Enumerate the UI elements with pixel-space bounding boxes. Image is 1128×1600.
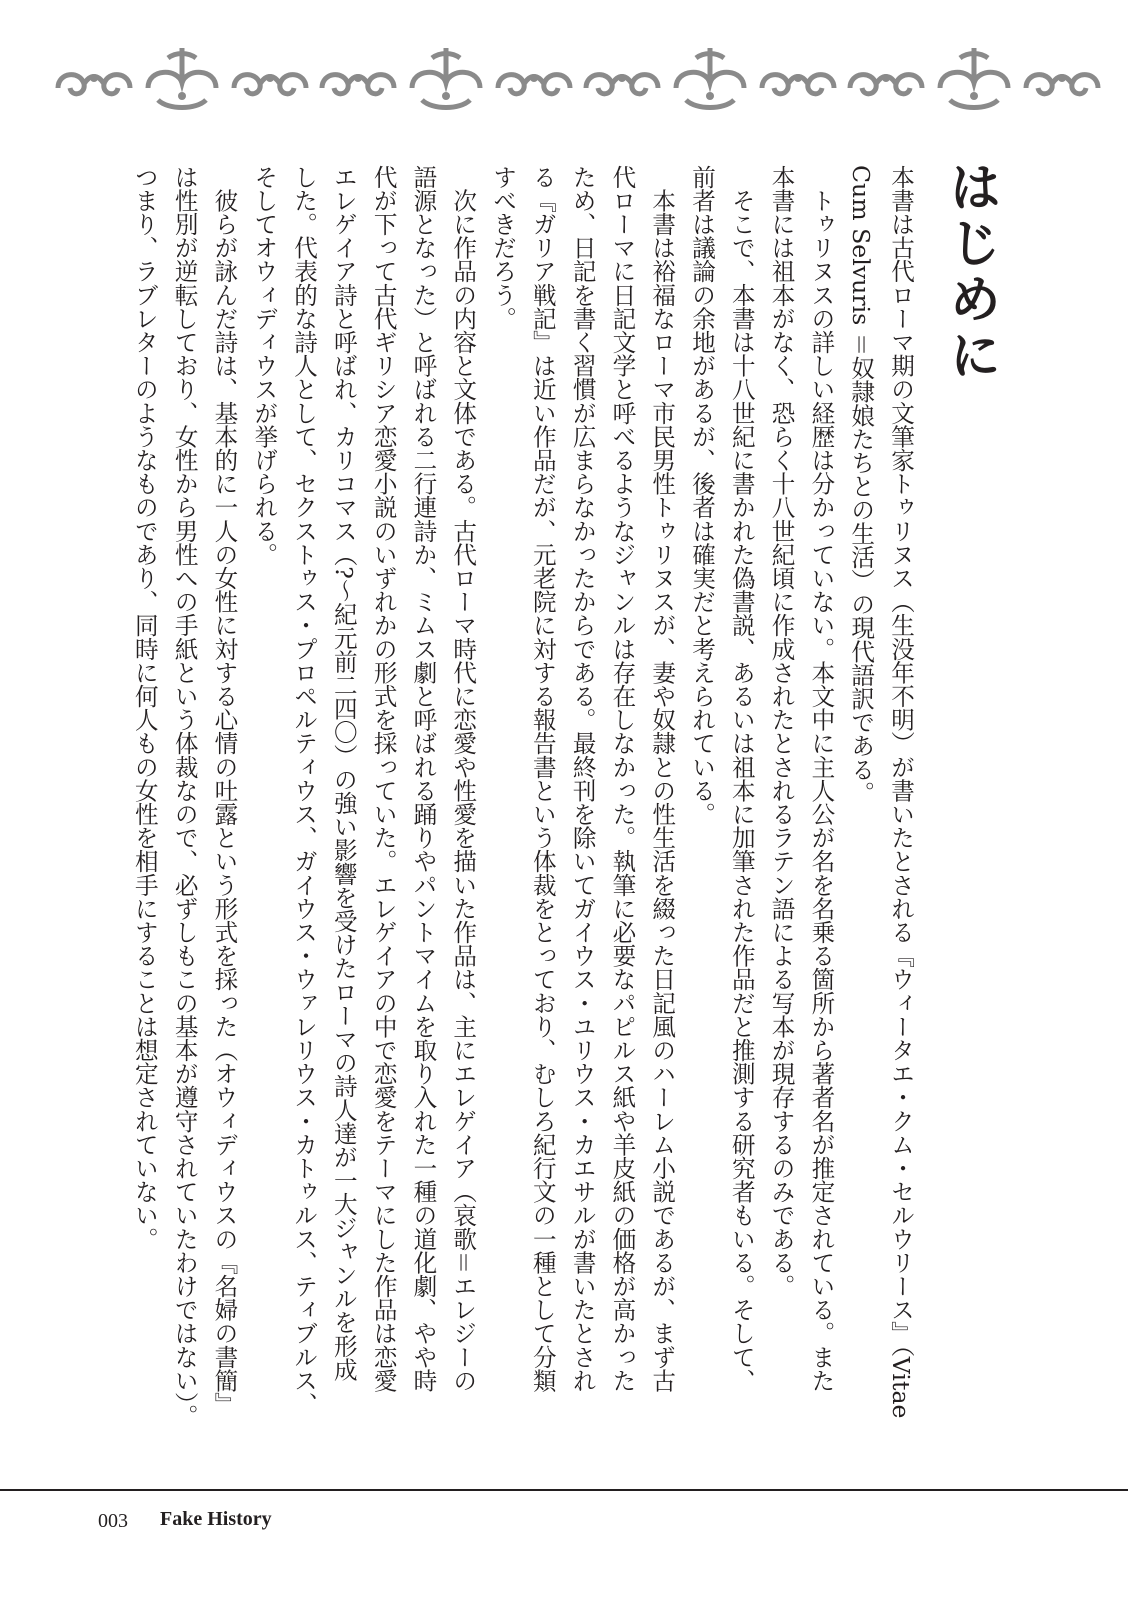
text-column: そこで、本書は十八世紀に書かれた偽書説、あるいは祖本に加筆された作品だと推測する研究者もいる。そして、 [727, 165, 756, 1393]
text-column: ため、日記を書く習慣が広まらなかったからである。最終刊を除いてガイウス・ユリウス・カエサルが書いたとされ [568, 165, 597, 1393]
text-column: 次に作品の内容と文体である。古代ローマ時代に恋愛や性愛を描いた作品は、主にエレゲイア（哀歌＝エレジーの [449, 165, 478, 1393]
text-column: そしてオウィディウスが挙げられる。 [250, 165, 279, 567]
text-column: 代ローマに日記文学と呼べるようなジャンルは存在しなかった。執筆に必要なパピルス紙や羊皮紙の価格が高かった [608, 165, 637, 1393]
text-column: トゥリヌスの詳しい経歴は分かっていない。本文中に主人公が名を名乗る箇所から著者名が推定されている。また [807, 165, 836, 1393]
text-column: 前者は議論の余地があるが、後者は確実だと考えられている。 [688, 165, 717, 826]
running-title: Fake History [160, 1508, 272, 1530]
scroll-motif [940, 48, 1008, 108]
text-column: つまり、ラブレターのようなものであり、同時に何人もの女性を相手にすることは想定されていない。 [130, 165, 159, 1251]
text-column: 本書には祖本がなく、恐らく十八世紀頃に作成されたとされるラテン語による写本が現存するのみである。 [767, 165, 796, 1298]
text-column: 本書は裕福なローマ市民男性トゥリヌスが、妻や奴隷との性生活を綴った日記風のハーレム小説であるが、まず古 [648, 165, 677, 1393]
scroll-motif [148, 48, 216, 108]
ornamental-border [50, 38, 1110, 118]
text-column: エレゲイア詩と呼ばれ、カリコマス（?〜紀元前二四〇）の強い影響を受けたローマの詩人達が一大ジャンルを形成 [329, 165, 358, 1382]
text-column: すべきだろう。 [489, 165, 518, 331]
chapter-title: はじめに [940, 160, 1001, 384]
text-column: 語源となった）と呼ばれる二行連詩か、ミムス劇と呼ばれる踊りやパントマイムを取り入れた一種の道化劇、やや時 [409, 165, 438, 1393]
scroll-motif [322, 74, 394, 94]
scroll-motif [234, 74, 306, 94]
scroll-motif [676, 48, 744, 108]
scroll-motif [58, 74, 130, 94]
text-column: は性別が逆転しており、女性から男性への手紙という体裁なので、必ずしもこの基本が遵守されていたわけではない）。 [170, 165, 199, 1428]
page-number: 003 [98, 1510, 128, 1532]
text-column: 彼らが詠んだ詩は、基本的に一人の女性に対する心情の吐露という形式を採った（オウィディウスの『名婦の書簡』 [210, 165, 239, 1416]
scroll-motif [762, 74, 834, 94]
scroll-motif [1026, 74, 1098, 94]
scroll-motif [412, 48, 480, 108]
text-column: Cum Selvuris ＝奴隷娘たちとの生活）の現代語訳である。 [847, 165, 876, 805]
scroll-motif [850, 74, 922, 94]
scroll-motif [586, 74, 658, 94]
scroll-motif [498, 74, 570, 94]
text-column: 本書は古代ローマ期の文筆家トゥリヌス（生没年不明）が書いたとされる『ウィータエ・クム・セルウリース』（Vitae [887, 165, 915, 1419]
text-column: した。代表的な詩人として、セクストゥス・プロペルティウス、ガイウス・ウァレリウス・カトゥルス、ティブルス、 [290, 165, 319, 1416]
text-column: る『ガリア戦記』は近い作品だが、元老院に対する報告書という体裁をとっており、むしろ紀行文の一種として分類 [528, 165, 557, 1393]
body-text [124, 165, 920, 1485]
footer-divider [0, 1489, 1128, 1491]
text-column: 代が下って古代ギリシア恋愛小説のいずれかの形式を採っていた。エレゲイアの中で恋愛をテーマにした作品は恋愛 [369, 165, 398, 1393]
